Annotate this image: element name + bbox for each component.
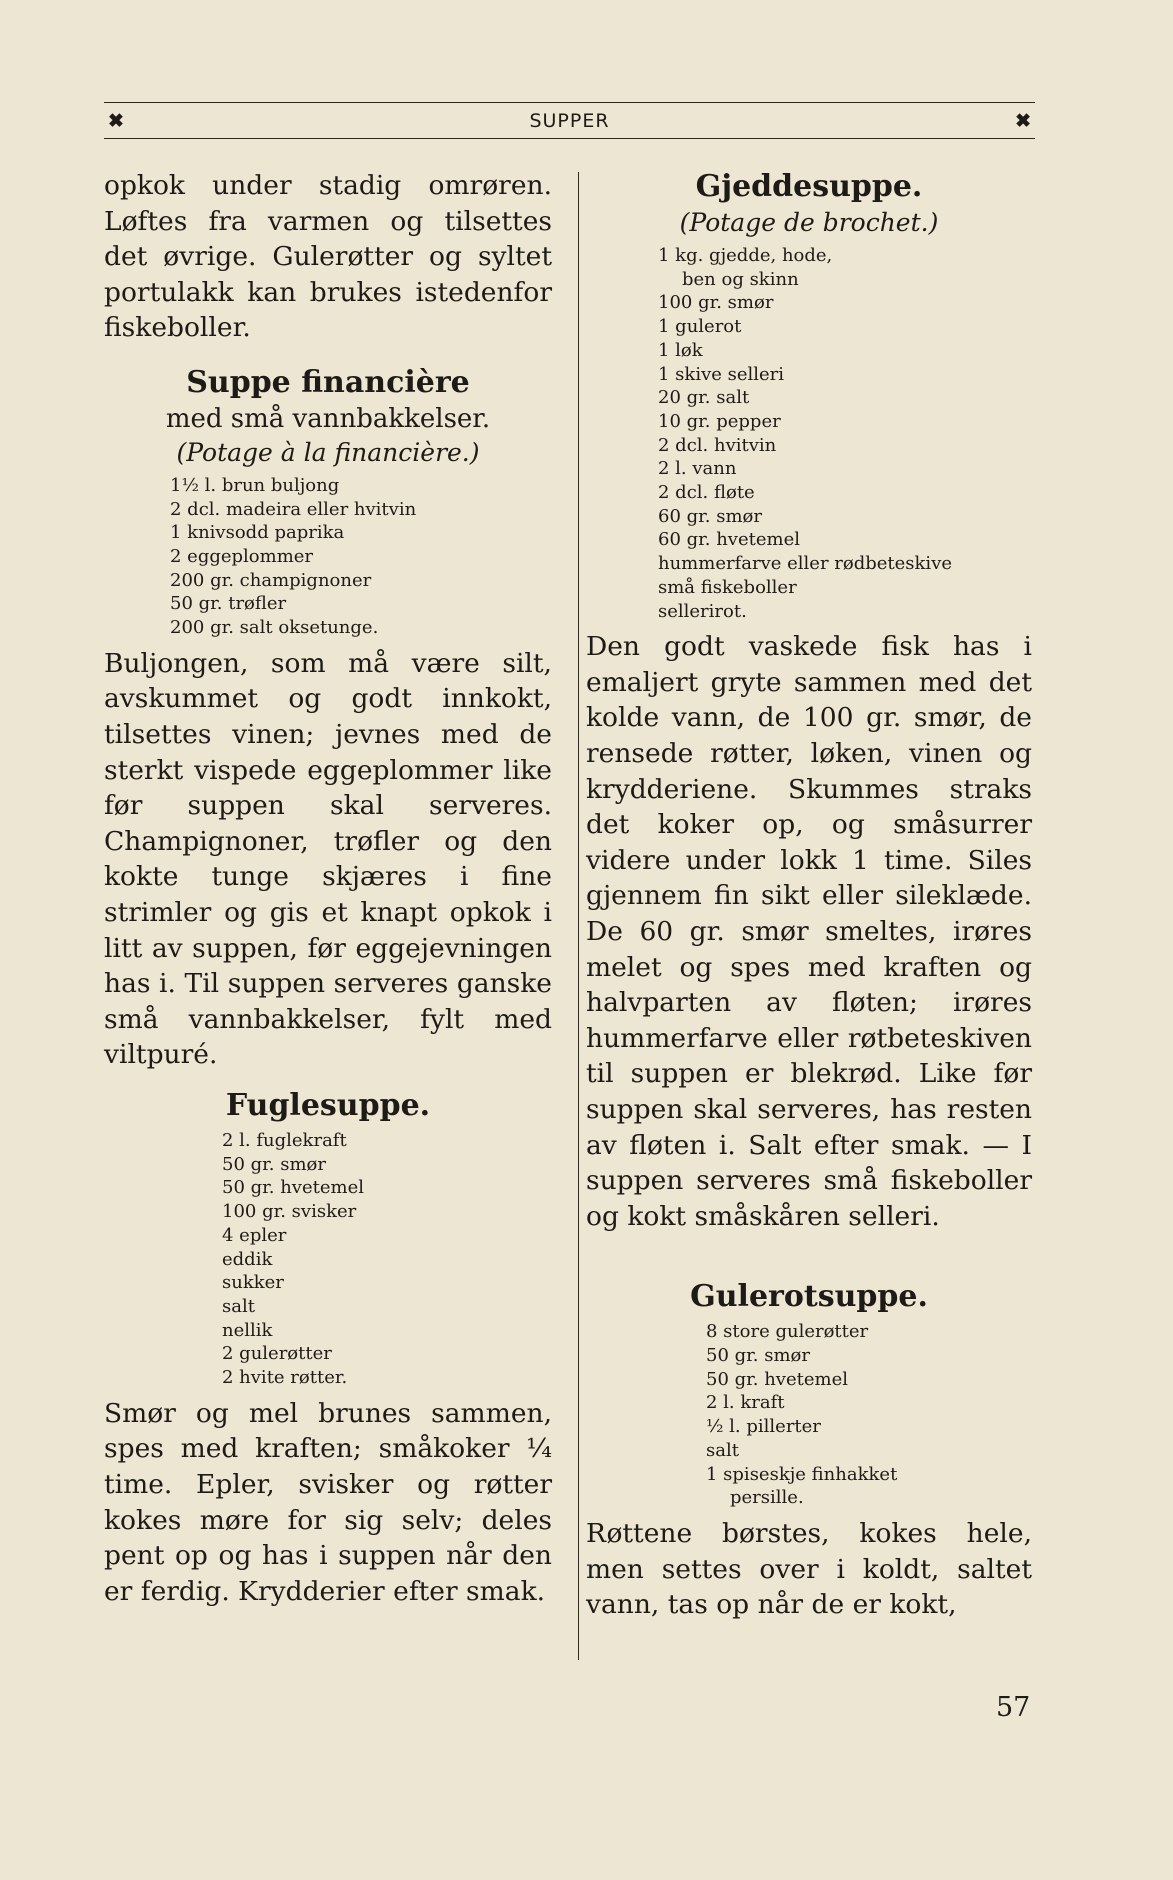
ingredient-item: sellerirot. [658, 600, 747, 622]
ingredient-item: salt [706, 1439, 739, 1461]
ingredient-item: 2 gulerøtter [222, 1343, 332, 1365]
recipe-fuglesuppe [104, 1087, 552, 1609]
ingredient-item: 100 gr. smør [658, 292, 774, 314]
ingredient-item: sukker [222, 1272, 284, 1294]
ingredient-item: 60 gr. smør [658, 505, 762, 527]
ingredient-item: 2 l. fuglekraft [222, 1130, 347, 1152]
ingredient-list [170, 474, 552, 640]
ingredient-item: 50 gr. hvetemel [706, 1368, 848, 1390]
ingredient-item: 50 gr. hvetemel [222, 1177, 364, 1199]
ingredient-item: 2 dcl. fløte [658, 482, 755, 504]
ingredient-item: 1½ l. brun buljong [170, 474, 340, 496]
ingredient-item: 2 l. kraft [706, 1392, 785, 1414]
header-bottom-rule [104, 138, 1035, 139]
ingredient-item: 1 gulerot [658, 316, 742, 338]
ingredient-item: ½ l. pillerter [706, 1416, 821, 1438]
ingredient-item: 60 gr. hvetemel [658, 529, 800, 551]
opening-paragraph: opkok under stadig omrøren. Løftes fra varmen og tilsettes det øvrige. Gulerøtter og syltet portulakk kan brukes istedenfor fiskeboller. [104, 170, 552, 344]
ingredient-list [222, 1129, 552, 1390]
ingredient-item: eddik [222, 1248, 273, 1270]
ingredient-item: 200 gr. champignoner [170, 569, 372, 591]
ingredient-item: 100 gr. svisker [222, 1201, 357, 1223]
ingredient-item: 50 gr. smør [222, 1153, 326, 1175]
left-column [104, 168, 552, 1609]
ingredient-item: 50 gr. smør [706, 1345, 810, 1367]
ingredient-item: 2 eggeplommer [170, 546, 314, 568]
ingredient-item: 2 hvite røtter. [222, 1367, 348, 1389]
ingredient-item: 1 spiseskje finhakket [706, 1463, 898, 1485]
recipe-suppe-financiere [104, 364, 552, 1073]
ingredient-item: 1 skive selleri [658, 363, 785, 385]
ingredient-item: 200 gr. salt oksetunge. [170, 617, 379, 639]
ingredient-item: salt [222, 1295, 255, 1317]
recipe-gjeddesuppe [586, 168, 1032, 1234]
recipe-gulerotsuppe [586, 1278, 1032, 1622]
recipe-french-name: (Potage de brochet.) [679, 208, 939, 237]
header-ornament-right-icon: ✖ [1015, 110, 1031, 132]
recipe-title: Suppe financière [186, 364, 470, 400]
header-top-rule [104, 102, 1035, 103]
recipe-subtitle: med små vannbakkelser. [165, 403, 491, 434]
column-divider [578, 172, 579, 1660]
ingredient-item: 10 gr. pepper [658, 410, 781, 432]
header-ornament-left-icon: ✖ [108, 110, 124, 132]
ingredient-item: 2 l. vann [658, 458, 737, 480]
ingredient-item: 1 knivsodd paprika [170, 522, 345, 544]
running-title: SUPPER [529, 110, 610, 132]
recipe-title: Fuglesuppe. [225, 1088, 431, 1124]
ingredient-item: hummerfarve eller rødbeteskive [658, 553, 953, 575]
recipe-method: Røttene børstes, kokes hele, men settes over i koldt, saltet vann, tas op når de er kokt, [586, 1517, 1032, 1621]
ingredient-item: 2 dcl. madeira eller hvitvin [170, 498, 417, 520]
ingredient-list [706, 1320, 1032, 1510]
ingredient-item: 1 kg. gjedde, hode, [658, 245, 833, 266]
ingredient-item: 20 gr. salt [658, 387, 750, 409]
recipe-title: Gulerotsuppe. [690, 1279, 928, 1315]
ingredient-item: persille. [730, 1487, 804, 1509]
running-header [104, 106, 1035, 136]
ingredient-item: 4 epler [222, 1224, 287, 1246]
ingredient-item: ben og skinn [682, 268, 799, 290]
recipe-method: Smør og mel brunes sammen, spes med kraften; småkoker ¼ time. Epler, svisker og røtter kokes møre for sig selv; deles pent op og has i suppen når den er ferdig. Krydderier efter smak. [104, 1397, 552, 1607]
ingredient-item: 8 store gulerøtter [706, 1321, 869, 1343]
recipe-method: Buljongen, som må være silt, avskummet og godt innkokt, tilsettes vinen; jevnes med de sterkt vispede eggeplommer like før suppen skal serveres. Champignoner, trøfler og den kokte tunge skjæres i fine strimler og gis et knapt opkok i litt av suppen, før eggejevningen has i. Til suppen serveres ganske små vannbakkelser, fylt med viltpuré. [104, 647, 552, 1071]
ingredient-item: små fiskeboller [658, 576, 797, 598]
right-column [586, 168, 1032, 1623]
page-number: 57 [996, 1692, 1031, 1723]
ingredient-item: nellik [222, 1319, 273, 1341]
ingredient-item: 50 gr. trøfler [170, 593, 287, 615]
ingredient-list [658, 244, 1032, 623]
ingredient-item: 1 løk [658, 339, 703, 361]
recipe-french-name: (Potage à la financière.) [176, 437, 480, 467]
recipe-method: Den godt vaskede fisk has i emaljert gryte sammen med det kolde vann, de 100 gr. smør, de rensede røtter, løken, vinen og krydderiene. Skummes straks det koker op, og småsurrer videre under lokk 1 time. Siles gjennem fin sikt eller sileklæde. De 60 gr. smør smeltes, irøres melet og spes med kraften og halvparten av fløten; irøres hummerfarve eller røtbeteskiven til suppen er blekrød. Like før suppen skal serveres, has resten av fløten i. Salt efter smak. — I suppen serveres små fiskeboller og kokt småskåren selleri. [586, 631, 1032, 1232]
ingredient-item: 2 dcl. hvitvin [658, 434, 777, 456]
recipe-title: Gjeddesuppe. [695, 169, 923, 204]
